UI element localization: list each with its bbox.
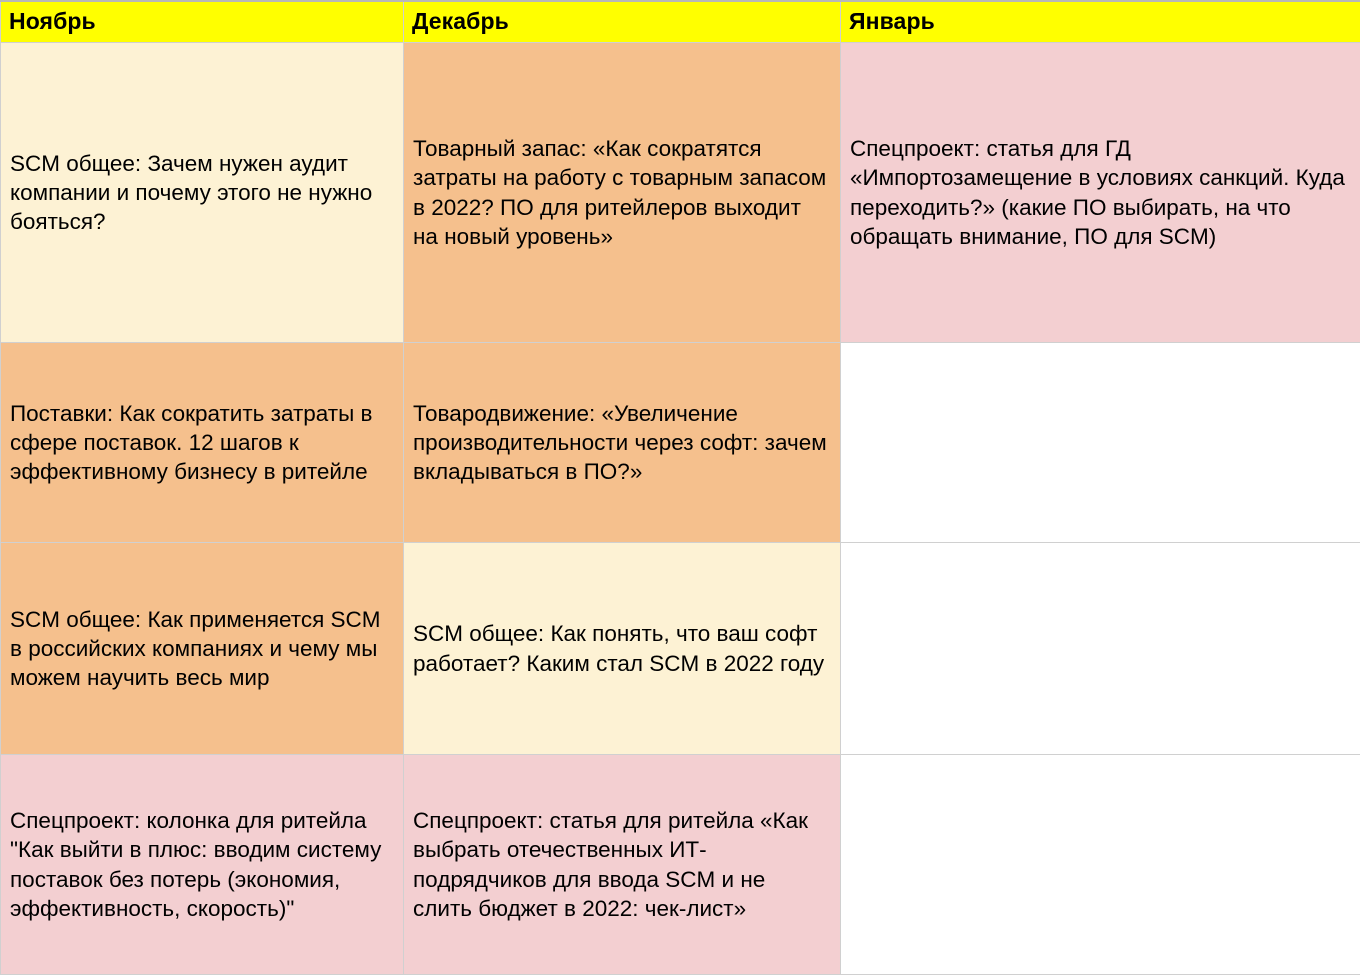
table-cell: SCM общее: Зачем нужен аудит компании и почему этого не нужно бояться? [1, 43, 404, 343]
table-cell: Спецпроект: статья для ритейла «Как выбрать отечественных ИТ-подрядчиков для ввода SCM и не слить бюджет в 2022: чек-лист» [404, 755, 841, 975]
table-cell: Товародвижение: «Увеличение производительности через софт: зачем вкладываться в ПО?» [404, 343, 841, 543]
table-cell-empty [841, 755, 1360, 975]
table-cell: Спецпроект: колонка для ритейла "Как выйти в плюс: вводим систему поставок без потерь (экономия, эффективность, скорость)" [1, 755, 404, 975]
table-cell: Поставки: Как сократить затраты в сфере поставок. 12 шагов к эффективному бизнесу в ритейле [1, 343, 404, 543]
table-row [1, 543, 1360, 755]
table-cell: Спецпроект: статья для ГД «Импортозамещение в условиях санкций. Куда переходить?» (какие ПО выбирать, на что обращать внимание, ПО для SCM) [841, 43, 1360, 343]
table-header-row [1, 1, 1360, 43]
column-header-december: Декабрь [404, 1, 841, 43]
table-row [1, 343, 1360, 543]
table-cell-empty [841, 343, 1360, 543]
table-cell-empty [841, 543, 1360, 755]
table-cell: SCM общее: Как понять, что ваш софт работает? Каким стал SCM в 2022 году [404, 543, 841, 755]
table-row [1, 43, 1360, 343]
table-row [1, 755, 1360, 975]
table-cell: SCM общее: Как применяется SCM в российских компаниях и чему мы можем научить весь мир [1, 543, 404, 755]
column-header-november: Ноябрь [1, 1, 404, 43]
table-cell: Товарный запас: «Как сократятся затраты на работу с товарным запасом в 2022? ПО для ритейлеров выходит на новый уровень» [404, 43, 841, 343]
column-header-january: Январь [841, 1, 1360, 43]
